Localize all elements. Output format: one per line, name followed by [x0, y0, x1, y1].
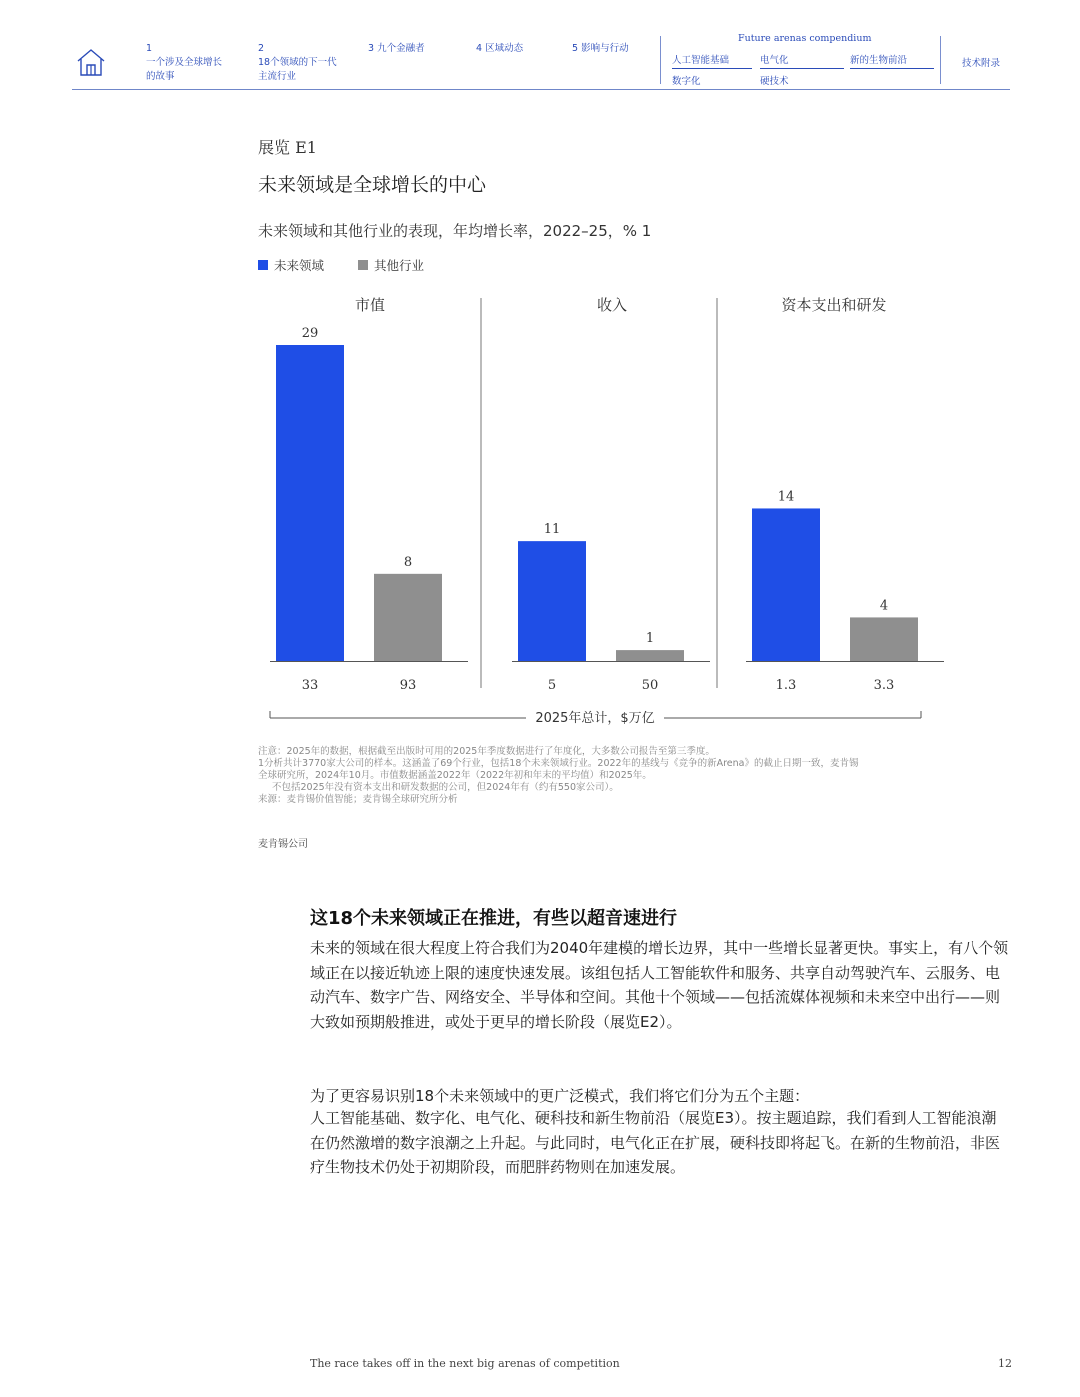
- note-line: 全球研究所，2024年10月。市值数据涵盖2022年（2022年初和年末的平均值）和2025年。: [258, 770, 652, 781]
- nav-item-4[interactable]: [476, 42, 536, 56]
- nav-item-number: 4: [476, 43, 483, 54]
- legend-swatch: [358, 260, 368, 270]
- nav-item-label: 九个金融者: [377, 43, 425, 54]
- nav-item-number: 3: [368, 43, 375, 54]
- nav-item-2[interactable]: [258, 42, 338, 84]
- header-rule: [72, 89, 1010, 90]
- exhibit-label: 展览 E1: [258, 138, 317, 157]
- compendium-link-electrification[interactable]: 电气化: [760, 52, 844, 69]
- legend-item-future: [258, 256, 324, 274]
- paragraph-1: 未来的领域在很大程度上符合我们为2040年建模的增长边界，其中一些增长显著更快。事实上，有八个领域正在以接近轨迹上限的速度快速发展。该组包括人工智能软件和服务、共享自动驾驶汽车、云服务、电动汽车、数字广告、网络安全、半导体和空间。其他十个领域——包括流媒体视频和未来空中出行——则大致如预期般推进，或处于更早的增长阶段（展览E2）。: [310, 939, 1009, 1031]
- note-line: 来源：麦肯锡价值智能；麦肯锡全球研究所分析: [258, 794, 458, 805]
- bar: [374, 574, 442, 661]
- legend-label: 未来领域: [274, 258, 325, 273]
- bar: [752, 508, 820, 661]
- compendium-link-bio[interactable]: 新的生物前沿: [850, 52, 934, 69]
- total-label: 50: [641, 678, 659, 693]
- header-divider: [660, 36, 661, 84]
- nav-item-label: 区域动态: [485, 43, 524, 54]
- legend-swatch: [258, 260, 268, 270]
- nav-item-number: 5: [572, 43, 579, 54]
- bar: [616, 650, 684, 661]
- legend-item-other: [358, 256, 424, 274]
- page-number: 12: [998, 1357, 1012, 1370]
- data-label: 4: [879, 598, 889, 614]
- nav-item-label: 影响与行动: [581, 43, 629, 54]
- exhibit-title: 未来领域是全球增长的中心: [258, 174, 487, 196]
- legend-label: 其他行业: [374, 258, 425, 273]
- total-label: 5: [547, 678, 557, 693]
- data-label: 8: [403, 554, 413, 570]
- data-label: 11: [543, 522, 561, 538]
- nav-item-number: 1: [146, 43, 153, 54]
- nav-item-1[interactable]: [146, 42, 226, 84]
- data-label: 1: [645, 631, 655, 647]
- bar-chart: [0, 280, 1080, 730]
- nav-item-3[interactable]: [368, 42, 438, 56]
- bar: [850, 617, 918, 661]
- nav-item-number: 2: [258, 43, 265, 54]
- nav-item-label: 18个领域的下一代主流行业: [258, 57, 337, 82]
- total-label: 1.3: [775, 678, 797, 693]
- compendium-link-ai[interactable]: 人工智能基础: [672, 52, 752, 69]
- exhibit-subtitle: 未来领域和其他行业的表现，年均增长率，2022–25，% 1: [258, 222, 652, 240]
- paragraph-2-intro: 为了更容易识别18个未来领域中的更广泛模式，我们将它们分为五个主题：: [310, 1087, 810, 1105]
- data-label: 29: [301, 326, 319, 341]
- brand-name: 麦肯锡公司: [258, 839, 308, 850]
- panel-title: 收入: [596, 296, 628, 314]
- home-icon[interactable]: [76, 47, 106, 77]
- total-label: 3.3: [873, 678, 895, 693]
- note-line: 注意：2025年的数据，根据截至出版时可用的2025年季度数据进行了年度化，大多数公司报告至第三季度。: [258, 746, 715, 757]
- compendium-link-digital[interactable]: 数字化: [672, 76, 701, 87]
- nav-item-label: 一个涉及全球增长的故事: [146, 57, 223, 82]
- compendium-title: Future arenas compendium: [738, 33, 872, 44]
- bottom-axis-label: 2025年总计，$万亿: [535, 711, 655, 726]
- chart-notes: [258, 746, 978, 806]
- compendium-link-hardtech[interactable]: 硬技术: [760, 76, 789, 87]
- total-label: 33: [301, 678, 319, 693]
- nav-item-5[interactable]: [572, 42, 632, 56]
- header-divider: [940, 36, 941, 84]
- section-heading: 这18个未来领域正在推进，有些以超音速进行: [310, 908, 678, 929]
- bar: [276, 345, 344, 661]
- appendix-link[interactable]: 技术附录: [962, 58, 1001, 69]
- footer-text: The race takes off in the next big arenas of competition: [310, 1357, 620, 1370]
- panel-title: 市值: [354, 296, 386, 314]
- bar: [518, 541, 586, 661]
- note-line: 1分析共计3770家大公司的样本。这涵盖了69个行业，包括18个未来领域行业。2022年的基线与《竞争的新Arena》的截止日期一致，麦肯锡: [258, 758, 859, 769]
- panel-title: 资本支出和研发: [781, 296, 887, 314]
- total-label: 93: [399, 678, 417, 693]
- note-line: 不包括2025年没有资本支出和研发数据的公司，但2024年有（约有550家公司）。: [272, 782, 619, 793]
- paragraph-2: 人工智能基础、数字化、电气化、硬科技和新生物前沿（展览E3）。按主题追踪，我们看到人工智能浪潮在仍然激增的数字浪潮之上升起。与此同时，电气化正在扩展，硬科技即将起飞。在新的生物前沿，非医疗生物技术仍处于初期阶段，而肥胖药物则在加速发展。: [310, 1109, 1001, 1176]
- data-label: 14: [777, 489, 795, 505]
